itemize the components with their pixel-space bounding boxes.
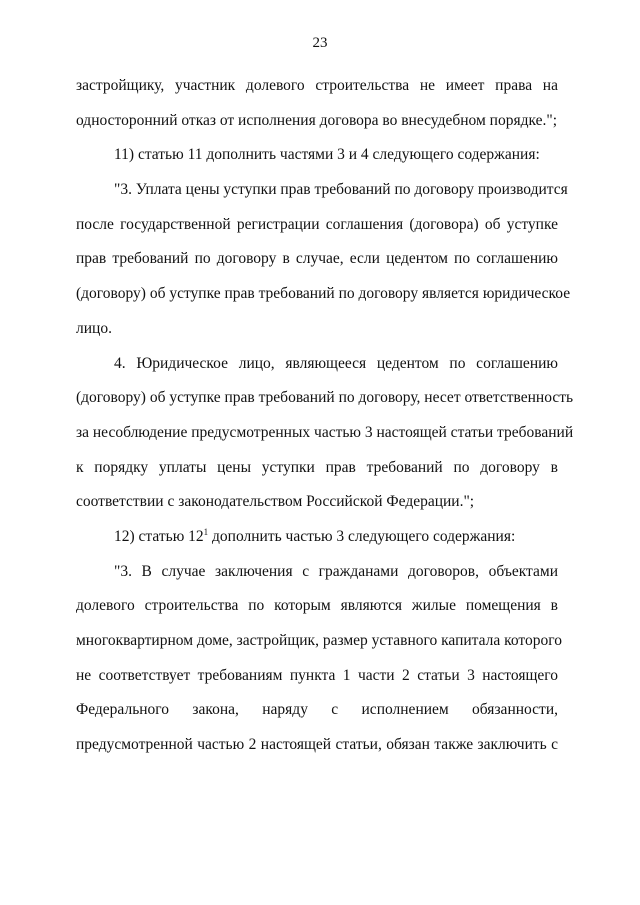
text-line: после государственной регистрации соглашения (договора) об уступке (76, 215, 558, 233)
paragraph-start-line: "3. Уплата цены уступки прав требований по договору производится (114, 181, 568, 199)
text-line: (договору) об уступке прав требований по договору является юридическое (76, 285, 571, 303)
text-line: к порядку уплаты цены уступки прав требований по договору в (76, 458, 558, 476)
text-line: (договору) об уступке прав требований по договору, несет ответственность (76, 389, 574, 407)
text-line: соответствии с законодательством Российской Федерации."; (76, 493, 475, 511)
text-line: предусмотренной частью 2 настоящей статьи, обязан также заключить с (76, 736, 558, 754)
text-line: не соответствует требованиям пункта 1 части 2 статьи 3 настоящего (76, 666, 558, 684)
paragraph-start-line: "3. В случае заключения с гражданами договоров, объектами (114, 562, 558, 580)
text-line: Федерального закона, наряду с исполнением обязанности, (76, 701, 558, 719)
text-line: односторонний отказ от исполнения договора во внесудебном порядке."; (76, 111, 557, 129)
text-line: лицо. (76, 319, 112, 337)
superscript: 1 (203, 526, 209, 537)
body-text (76, 69, 574, 763)
text-fragment: 12) статью 12 (114, 527, 204, 545)
text-line: многоквартирном доме, застройщик, размер уставного капитала которого (76, 632, 562, 649)
paragraph-start-line (76, 520, 558, 555)
paragraph-start-line: 11) статью 11 дополнить частями 3 и 4 следующего содержания: (114, 146, 540, 164)
paragraph-start-line: 4. Юридическое лицо, являющееся цедентом по соглашению (114, 354, 558, 372)
text-fragment: дополнить частью 3 следующего содержания: (208, 527, 516, 545)
text-line: прав требований по договору в случае, если цедентом по соглашению (76, 250, 558, 268)
text-line: за несоблюдение предусмотренных частью 3 настоящей статьи требований (76, 423, 574, 441)
page-number: 23 (312, 35, 328, 51)
text-line: застройщику, участник долевого строительства не имеет права на (76, 77, 558, 94)
text-line: долевого строительства по которым являются жилые помещения в (76, 597, 558, 615)
